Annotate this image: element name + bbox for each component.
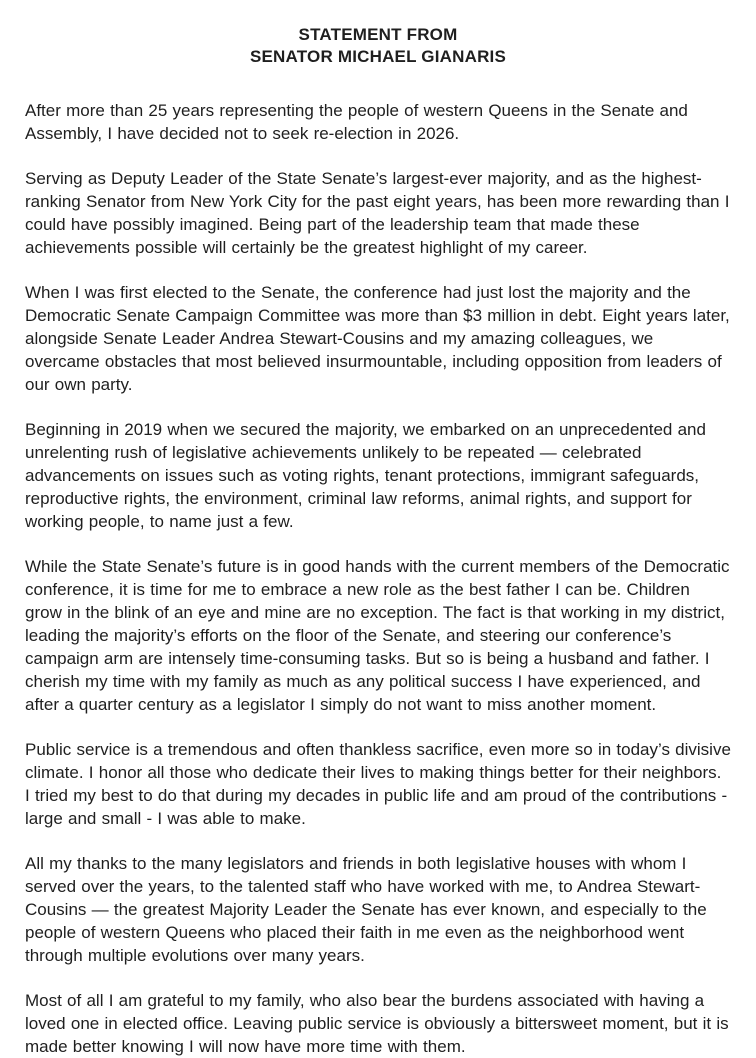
statement-title — [25, 24, 731, 68]
statement-paragraph: Beginning in 2019 when we secured the majority, we embarked on an unprecedented and unrelenting rush of legislative achievements unlikely to be repeated — celebrated advancements on issues such as voting rights, tenant protections, immigrant safeguards, reproductive rights, the environment, criminal law reforms, animal rights, and support for working people, to name just a few. — [25, 420, 706, 531]
statement-title-line-1: STATEMENT FROM — [298, 25, 458, 44]
statement-paragraph: Serving as Deputy Leader of the State Senate’s largest-ever majority, and as the highest-ranking Senator from New York City for the past eight years, has been more rewarding than I could have possibly imagined. Being part of the leadership team that made these achievements possible will certainly be the greatest highlight of my career. — [25, 169, 730, 257]
statement-title-line-2: SENATOR MICHAEL GIANARIS — [249, 47, 507, 66]
statement-paragraph: When I was first elected to the Senate, the conference had just lost the majority and the Democratic Senate Campaign Committee was more than $3 million in debt. Eight years later, alongside Senate Leader Andrea Stewart-Cousins and my amazing colleagues, we overcame obstacles that most believed insurmountable, including opposition from leaders of our own party. — [25, 283, 730, 394]
statement-paragraph: While the State Senate’s future is in good hands with the current members of the Democratic conference, it is time for me to embrace a new role as the best father I can be. Children grow in the blink of an eye and mine are no exception. The fact is that working in my district, leading the majority’s efforts on the floor of the Senate, and steering our conference’s campaign arm are intensely time-consuming tasks. But so is being a husband and father. I cherish my time with my family as much as any political success I have experienced, and after a quarter century as a legislator I simply do not want to miss another moment. — [25, 557, 730, 714]
statement-paragraph: After more than 25 years representing the people of western Queens in the Senate and Assembly, I have decided not to seek re-election in 2026. — [25, 101, 688, 143]
statement-paragraph: All my thanks to the many legislators and friends in both legislative houses with whom I served over the years, to the talented staff who have worked with me, to Andrea Stewart-Cousins — the greatest Majority Leader the Senate has ever known, and especially to the people of western Queens who placed their faith in me even as the neighborhood went through multiple evolutions over many years. — [25, 854, 707, 965]
statement-paragraph: Public service is a tremendous and often thankless sacrifice, even more so in today’s divisive climate. I honor all those who dedicate their lives to making things better for their neighbors. I tried my best to do that during my decades in public life and am proud of the contributions - large and small - I was able to make. — [25, 740, 731, 828]
statement-body — [25, 99, 731, 1058]
statement-paragraph: Most of all I am grateful to my family, who also bear the burdens associated with having a loved one in elected office. Leaving public service is obviously a bittersweet moment, but it is made better knowing I will now have more time with them. — [25, 991, 729, 1056]
